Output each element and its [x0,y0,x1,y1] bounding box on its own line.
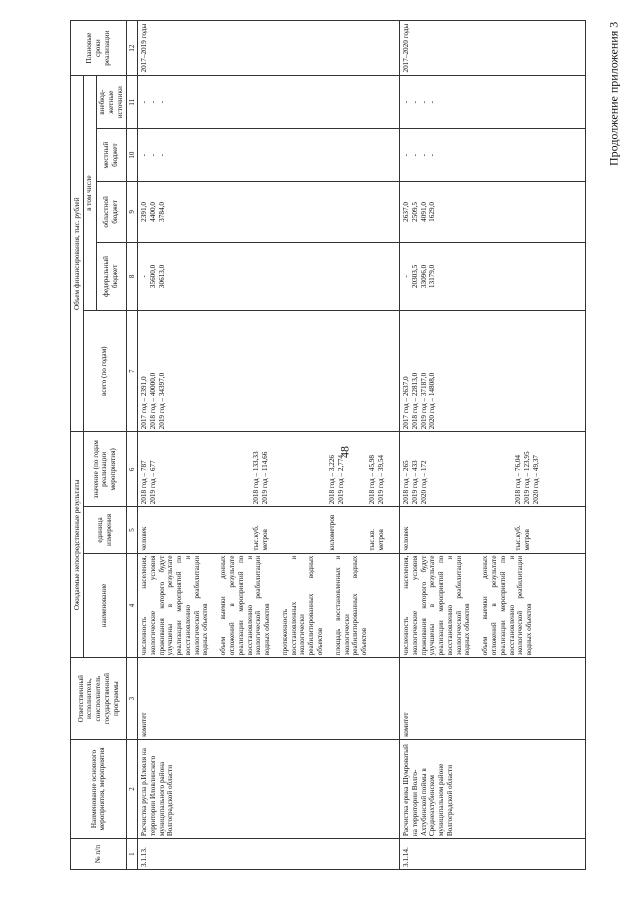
column-number: 7 [126,311,138,432]
column-number: 11 [126,76,138,129]
result-name: объем выемки донных отложений в результате реализации мероприятий по восстановлению и экологической реабилитации водных объектов [481,555,534,656]
mestny-value: - [410,153,419,157]
oblast-value: 2637,0 [401,202,410,222]
header-period: Плановые сроки реализации [71,21,127,76]
oblast-value: 1629,0 [428,202,437,222]
header-activity: Наименование основного мероприятия, мероприятия [71,739,127,838]
oblast-value: 2391,0 [139,202,148,222]
result-value: 2018 год – 265 [401,460,410,505]
header-unit: единица измерения [83,507,126,553]
header-vnebudget: внебюд-жетные источники [96,76,126,129]
header-financing: Объем финансирования, тыс. рублей [71,76,84,432]
vnebudget-value: - [410,101,419,104]
header-federal: федеральный бюджет [96,242,126,310]
total-value: 2018 год – 22813,0 [410,372,419,430]
mestny-value: - [157,153,166,157]
result-value-group [140,434,252,504]
result-value: 2019 год – 114,66 [260,451,269,505]
oblast-value: 2509,5 [410,202,419,222]
federal-budget [138,242,400,310]
result-value: 2018 год – 3,226 [327,454,336,505]
total-value: 2017 год – 2391,0 [139,376,148,430]
column-number: 3 [126,658,138,740]
vnebudget-value: - [157,101,166,104]
period: 2017–2020 годы [400,21,586,76]
federal-value: 13179,0 [428,264,437,289]
header-total: всего (по годам) [83,311,126,432]
result-value-group [328,434,368,504]
mestny-budget [138,129,400,182]
result-units [138,507,400,553]
result-unit: тыс.кв. метров [367,528,385,551]
result-value-group [402,434,514,504]
result-value: 2019 год – 677 [148,460,157,505]
mestny-value: - [148,153,157,157]
mestny-value: - [401,153,410,157]
federal-value: - [139,275,148,278]
column-number: 1 [126,839,138,870]
column-number: 9 [126,182,138,243]
vnebudget-value: - [148,101,157,104]
result-value: 2018 год – 133,33 [251,451,260,505]
result-name: численность населения, экологические условия проживания которого будут улучшены в результате реализации мероприятий по восстановлению и экологической реабилитации водных объектов [139,555,210,656]
executor: комитет [400,658,586,740]
result-unit: человек [401,526,410,551]
result-value-group [252,434,328,504]
page-number: 48 [337,446,352,458]
column-number: 12 [126,21,138,76]
vnebudget-value: - [419,101,428,104]
activity-name: Расчистка ерика Шумроватый на территории Волго-Ахтубинской поймы в Среднеахтубинском муниципальном районе Волгоградской области [400,739,586,838]
result-unit: тыс.куб. метров [251,525,269,551]
table-row [138,21,400,870]
header-oblast: областной бюджет [96,182,126,243]
oblast-value: 3784,0 [157,202,166,222]
header-number: № п/п [71,839,127,870]
total-value: 2020 год – 14808,0 [428,372,437,430]
mestny-value: - [419,153,428,157]
activity-name: Расчистка русла р.Иловля на территории Иловлинского муниципального района Волгоградской области [138,739,400,838]
column-number: 6 [126,432,138,507]
oblast-value: 4091,0 [419,202,428,222]
executor: комитет [138,658,400,740]
result-values [400,432,586,507]
header-value: значение (по годам реализации мероприятия) [83,432,126,507]
result-name: площадь восстановленных и экологически реабилитированных водных объектов [333,555,369,656]
header-including: в том числе [83,76,96,311]
result-value: 2019 год – 433 [410,460,419,505]
result-name: объем выемки донных отложений в результате реализации мероприятий по восстановлению и экологической реабилитации водных объектов [219,555,272,656]
result-units [400,507,586,553]
oblast-budget [138,182,400,243]
row-number: 3.1.14. [400,839,586,870]
column-number: 8 [126,242,138,310]
result-unit: тыс.куб. метров [513,525,531,551]
federal-value: 30613,0 [157,264,166,289]
mestny-value: - [428,153,437,157]
header-result-name: наименование [83,553,126,658]
result-values [138,432,400,507]
result-name: численность населения, экологические условия проживания которого будут улучшены в результате реализации мероприятий по восстановлению и экологической реабилитации водных объектов [401,555,472,656]
result-value: 2020 год – 172 [419,460,428,505]
result-value: 2018 год – 76,04 [513,454,522,505]
result-name: протяженность восстановленных и экологически реабилитированных водных объектов [280,555,324,656]
row-number: 3.1.13. [138,839,400,870]
period: 2017–2019 годы [138,21,400,76]
result-unit: человек [139,526,148,551]
table-row [400,21,586,870]
column-number: 10 [126,129,138,182]
result-value: 2018 год – 45,98 [367,454,376,505]
result-value-group [514,434,540,504]
column-number: 4 [126,553,138,658]
result-value: 2019 год – 39,54 [376,454,385,505]
appendix-table [70,20,586,870]
federal-value: 33096,0 [419,264,428,289]
result-value: 2019 год – 2,774 [336,454,345,505]
rotated-table-container [70,20,633,870]
result-unit: километров [327,514,336,551]
total-value: 2019 год – 37187,0 [419,372,428,430]
vnebudget-sources [138,76,400,129]
continuation-title: Продолжение приложения 3 [606,21,621,166]
result-names [400,553,586,658]
mestny-budget [400,129,586,182]
total-financing [400,311,586,432]
header-mestny: местный бюджет [96,129,126,182]
vnebudget-value: - [401,101,410,104]
column-number: 5 [126,507,138,553]
header-executor: Ответственный исполнитель, соисполнитель государственной программы [71,658,127,740]
result-value-group [368,434,386,504]
total-financing [138,311,400,432]
vnebudget-sources [400,76,586,129]
federal-budget [400,242,586,310]
total-value: 2019 год – 34397,0 [157,372,166,430]
column-number: 2 [126,739,138,838]
total-value: 2017 год – 2637,0 [401,376,410,430]
federal-value: 35600,0 [148,264,157,289]
result-value: 2019 год – 123,95 [522,451,531,505]
vnebudget-value: - [428,101,437,104]
mestny-value: - [139,153,148,157]
result-value: 2020 год – 49,37 [531,454,540,505]
result-names [138,553,400,658]
federal-value: - [401,275,410,278]
total-value: 2018 год – 40000,0 [148,372,157,430]
federal-value: 20303,5 [410,264,419,289]
header-expected-results: Ожидаемые непосредственные результаты [71,432,84,658]
oblast-budget [400,182,586,243]
oblast-value: 4400,0 [148,202,157,222]
vnebudget-value: - [139,101,148,104]
result-value: 2018 год – 787 [139,460,148,505]
